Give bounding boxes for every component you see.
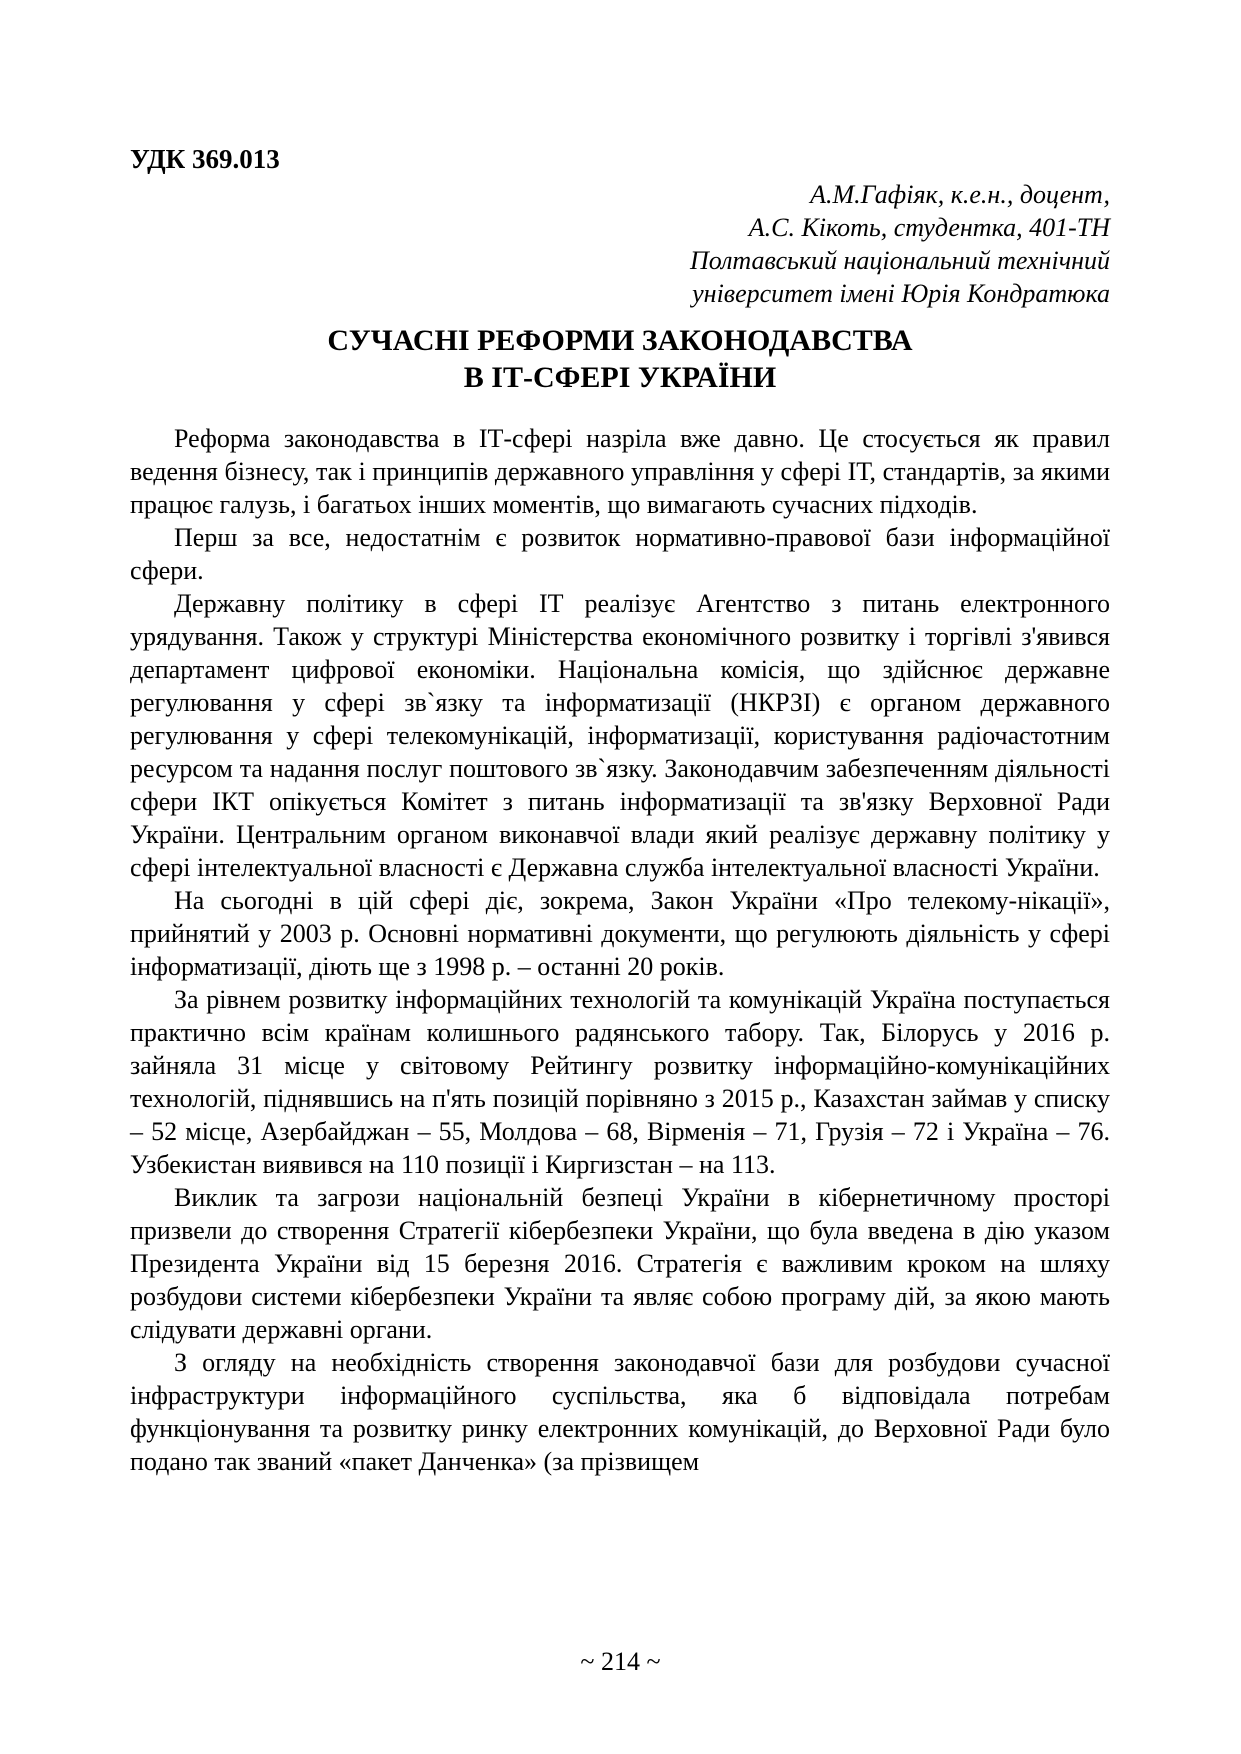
paragraph-4: На сьогодні в цій сфері діє, зокрема, Закон України «Про телекому-нікації», прийнятий у 2003 р. Основні нормативні документи, що регулюють діяльність у сфері інформатизації, діють ще з 1998 р. – останні 20 років. — [130, 886, 1110, 981]
author-line-1: А.М.Гафіяк, к.е.н., доцент, — [810, 180, 1110, 209]
paragraph-5: За рівнем розвитку інформаційних технологій та комунікацій Україна поступається практично всім країнам колишнього радянського табору. Так, Білорусь у 2016 р. зайняла 31 місце у світовому Рейтингу розвитку інформаційно-комунікаційних технологій, піднявшись на п'ять позицій порівняно з 2015 р., Казахстан займав у списку – 52 місце, Азербайджан – 55, Молдова – 68, Вірменія – 71, Грузія – 72 і Україна – 76. Узбекистан виявився на 110 позиції і Киргизстан – на 113. — [130, 985, 1110, 1179]
article-title — [130, 322, 1110, 396]
paragraph-7: З огляду на необхідність створення законодавчої бази для розбудови сучасної інфраструктури інформаційного суспільства, яка б відповідала потребам функціонування та розвитку ринку електронних комунікацій, до Верховної Ради було подано так званий «пакет Данченка» (за прізвищем — [130, 1348, 1110, 1476]
author-line-2: А.С. Кікоть, студентка, 401-ТН — [748, 213, 1110, 242]
article-title-line-1: СУЧАСНІ РЕФОРМИ ЗАКОНОДАВСТВА — [327, 324, 913, 357]
article-body — [130, 422, 1110, 1478]
page-number: ~ 214 ~ — [580, 1647, 661, 1676]
paragraph-1: Реформа законодавства в ІТ-сфері назріла вже давно. Це стосується як правил ведення бізнесу, так і принципів державного управління у сфері ІТ, стандартів, за якими працює галузь, і багатьох інших моментів, що вимагають сучасних підходів. — [130, 424, 1110, 519]
udc-code: УДК 369.013 — [130, 144, 280, 174]
paragraph-6: Виклик та загрози національній безпеці України в кібернетичному просторі призвели до створення Стратегії кібербезпеки України, що була введена в дію указом Президента України від 15 березня 2016. Стратегія є важливим кроком на шляху розбудови системи кібербезпеки України та являє собою програму дій, за якою мають слідувати державні органи. — [130, 1183, 1110, 1344]
affiliation-line-2: університет імені Юрія Кондратюка — [692, 279, 1110, 308]
affiliation-line-1: Полтавський національний технічний — [689, 246, 1110, 275]
article-title-line-2: В ІТ-СФЕРІ УКРАЇНИ — [463, 361, 777, 394]
page-content — [130, 143, 1110, 1478]
paragraph-2: Перш за все, недостатнім є розвиток нормативно-правової бази інформаційної сфери. — [130, 523, 1110, 585]
author-block — [130, 178, 1110, 310]
paragraph-3: Державну політику в сфері ІТ реалізує Агентство з питань електронного урядування. Також у структурі Міністерства економічного розвитку і торгівлі з'явився департамент цифрової економіки. Національна комісія, що здійснює державне регулювання у сфері зв`язку та інформатизації (НКРЗІ) є органом державного регулювання у сфері телекомунікацій, інформатизації, користування радіочастотним ресурсом та надання послуг поштового зв`язку. Законодавчим забезпеченням діяльності сфери ІКТ опікується Комітет з питань інформатизації та зв'язку Верховної Ради України. Центральним органом виконавчої влади який реалізує державну політику у сфері інтелектуальної власності є Державна служба інтелектуальної власності України. — [130, 589, 1110, 882]
